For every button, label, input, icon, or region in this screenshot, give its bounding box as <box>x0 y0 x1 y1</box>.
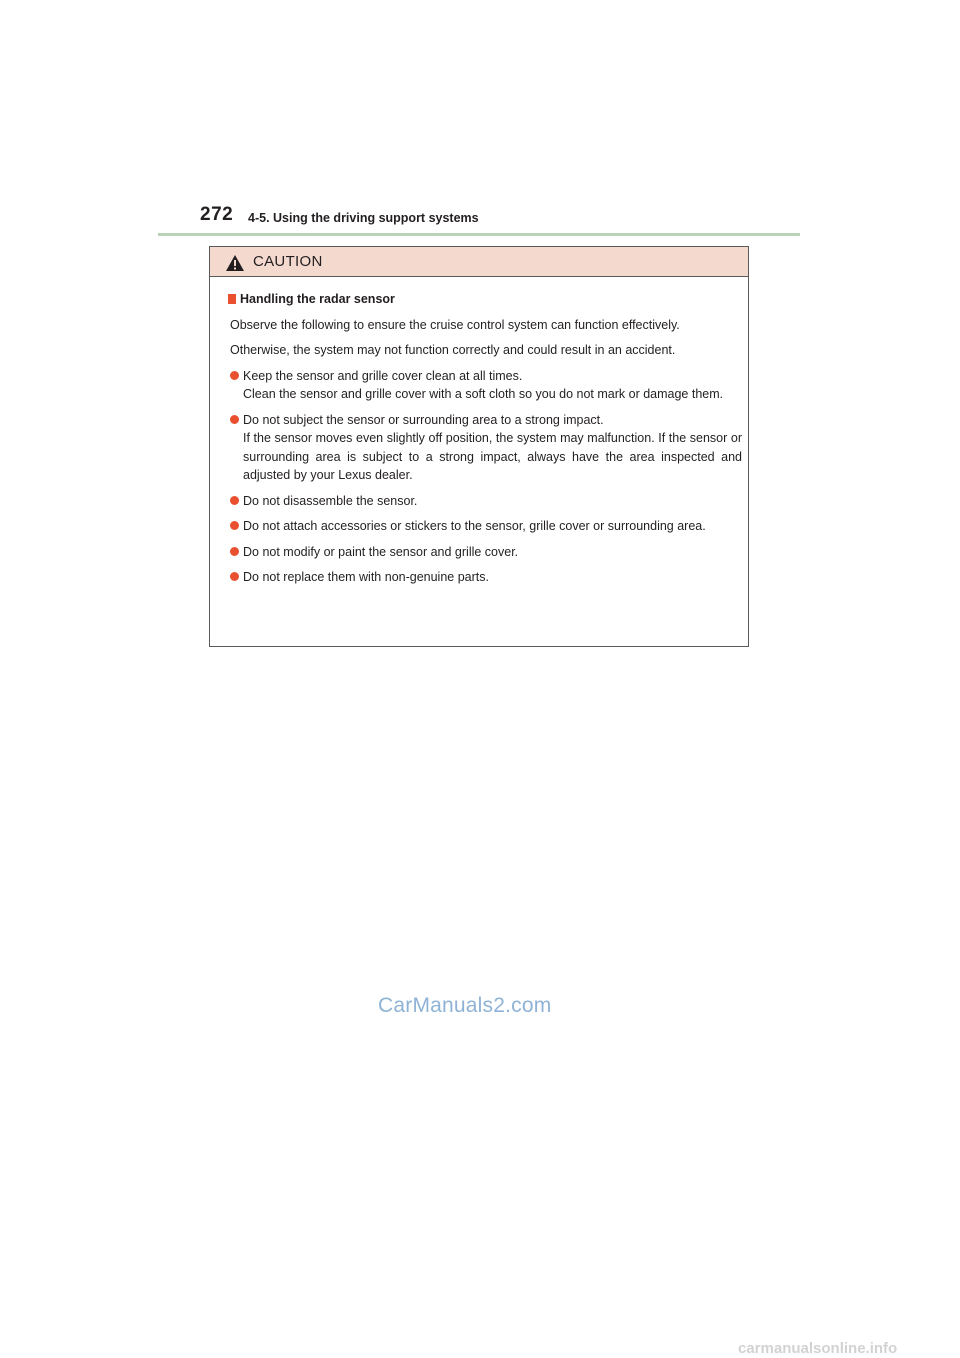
dot-bullet-icon <box>230 371 239 380</box>
section-title: 4-5. Using the driving support systems <box>248 211 479 225</box>
footer-watermark: carmanualsonline.info <box>738 1340 898 1357</box>
caution-body <box>210 277 748 587</box>
list-item-text: Keep the sensor and grille cover clean at all times. <box>243 368 523 383</box>
dot-bullet-icon <box>230 496 239 505</box>
list-item-text: Do not attach accessories or stickers to the sensor, grille cover or surrounding area. <box>243 519 706 533</box>
list-item-body <box>243 411 742 485</box>
list-item <box>230 367 742 404</box>
page-header <box>200 204 800 232</box>
square-bullet-icon <box>228 294 236 304</box>
dot-bullet-icon <box>230 572 239 581</box>
header-rule <box>158 233 800 236</box>
list-item <box>230 543 742 562</box>
warning-triangle-icon <box>225 254 245 272</box>
caution-box <box>209 246 749 647</box>
page-number: 272 <box>200 204 234 225</box>
center-watermark: CarManuals2.com <box>378 994 552 1017</box>
caution-label: CAUTION <box>253 253 323 270</box>
caution-list <box>228 367 742 587</box>
list-item-text: Do not replace them with non-genuine parts. <box>243 570 489 584</box>
list-item-body <box>243 367 742 404</box>
caution-header <box>210 247 748 277</box>
list-item-detail: Clean the sensor and grille cover with a soft cloth so you do not mark or damage them. <box>243 387 724 401</box>
dot-bullet-icon <box>230 547 239 556</box>
list-item-detail: If the sensor moves even slightly off position, the system may malfunction. If the sensor or surrounding area is subject to a strong impact, always have the area inspected and adjusted by your Lexus dealer. <box>243 431 742 482</box>
subheading-text: Handling the radar sensor <box>240 292 395 306</box>
intro-paragraph: Otherwise, the system may not function correctly and could result in an accident. <box>230 343 676 357</box>
list-item-text: Do not disassemble the sensor. <box>243 493 418 508</box>
list-item <box>230 517 742 536</box>
list-item <box>230 411 742 485</box>
dot-bullet-icon <box>230 415 239 424</box>
dot-bullet-icon <box>230 521 239 530</box>
list-item-text: Do not modify or paint the sensor and grille cover. <box>243 544 519 559</box>
list-item <box>230 568 742 587</box>
list-item <box>230 492 742 511</box>
caution-subheading <box>228 290 742 309</box>
list-item-text: Do not subject the sensor or surrounding area to a strong impact. <box>243 412 604 427</box>
intro-paragraph: Observe the following to ensure the cruise control system can function effectively. <box>230 317 680 332</box>
